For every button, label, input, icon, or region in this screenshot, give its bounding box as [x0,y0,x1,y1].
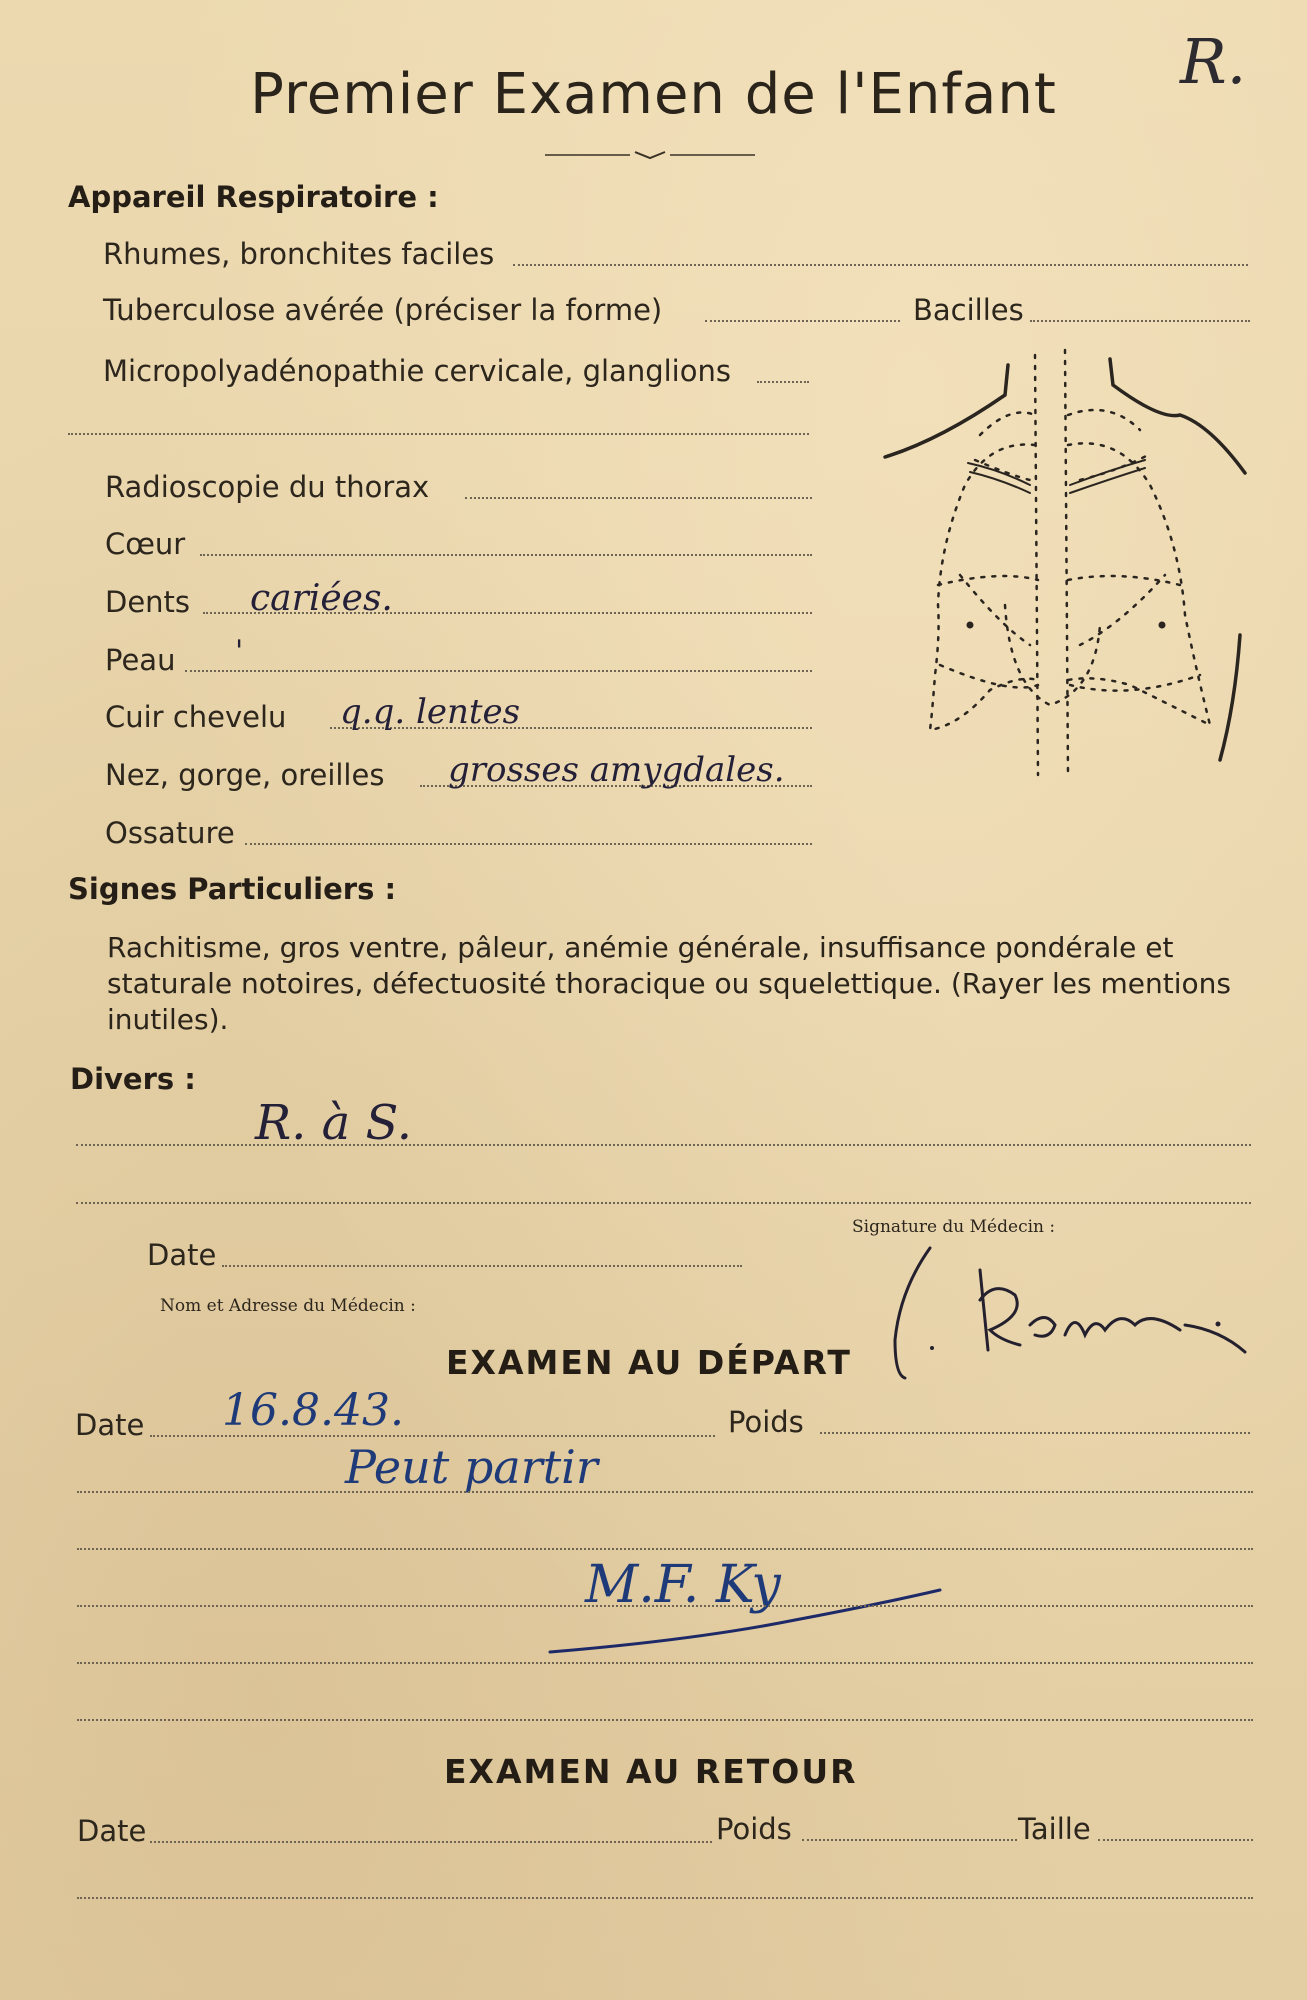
retour-poids-line [802,1839,1017,1841]
form-title: Premier Examen de l'Enfant [250,62,1057,127]
doctor-signature [880,1240,1260,1390]
depart-heading: EXAMEN AU DÉPART [446,1343,852,1382]
rhumes-line [513,264,1248,266]
medecin-name-label: Nom et Adresse du Médecin : [160,1296,416,1316]
depart-line-2 [77,1548,1253,1550]
ossature-label: Ossature [105,816,235,850]
depart-date-label: Date [75,1408,145,1442]
depart-line-1 [77,1491,1253,1493]
retour-line-1 [77,1897,1253,1899]
initials-underline [545,1580,945,1660]
tuberculose-label: Tuberculose avérée (préciser la forme) [103,293,663,327]
rhumes-label: Rhumes, bronchites faciles [103,237,495,271]
retour-date-line [150,1841,712,1843]
bacilles-label: Bacilles [913,293,1024,327]
signes-text: Rachitisme, gros ventre, pâleur, anémie générale, insuffisance pondérale et staturale notoires, défectuosité thoracique ou squelettique. (Rayer les mentions inutiles). [107,931,1231,1036]
tuberculose-line [705,320,900,322]
depart-line-5 [77,1719,1253,1721]
divers-line-1 [76,1144,1251,1146]
bacilles-line [1030,320,1250,322]
respiratoire-heading: Appareil Respiratoire : [68,180,439,214]
depart-date-value: 16.8.43. [222,1385,404,1436]
corner-mark: R. [1180,25,1247,98]
depart-note: Peut partir [345,1440,598,1494]
peau-label: Peau [105,643,176,677]
dents-value: cariées. [250,578,393,619]
depart-initials: M.F. Ky [585,1555,781,1615]
cuir-label: Cuir chevelu [105,700,287,734]
coeur-label: Cœur [105,527,186,561]
divers-heading: Divers : [70,1062,196,1096]
cuir-value: q.q. lentes [340,692,521,732]
title-ornament [545,150,755,160]
thorax-diagram [880,345,1260,775]
micropoly-label: Micropolyadénopathie cervicale, glanglions [103,354,731,388]
dents-label: Dents [105,585,191,619]
divers-line-2 [76,1202,1251,1204]
micropoly-line-2 [68,433,809,435]
peau-line [185,670,812,672]
depart-poids-line [820,1432,1250,1434]
nez-label: Nez, gorge, oreilles [105,758,385,792]
retour-taille-line [1098,1839,1253,1841]
radioscopie-line [465,497,812,499]
radioscopie-label: Radioscopie du thorax [105,470,430,504]
micropoly-line [757,381,809,383]
ossature-line [245,843,812,845]
coeur-line [200,554,812,556]
divers-value: R. à S. [255,1095,412,1151]
signature-date-label: Date [147,1238,217,1272]
depart-poids-label: Poids [728,1405,804,1439]
nez-value: grosses amygdales. [448,750,785,790]
retour-heading: EXAMEN AU RETOUR [444,1752,858,1791]
retour-poids-label: Poids [716,1812,792,1846]
peau-value: ' [235,634,244,669]
signature-label: Signature du Médecin : [852,1217,1056,1237]
signature-date-line [222,1265,742,1267]
depart-line-4 [77,1662,1253,1664]
signes-heading: Signes Particuliers : [68,872,397,906]
retour-taille-label: Taille [1018,1812,1091,1846]
retour-date-label: Date [77,1814,147,1848]
depart-line-3 [77,1605,1253,1607]
